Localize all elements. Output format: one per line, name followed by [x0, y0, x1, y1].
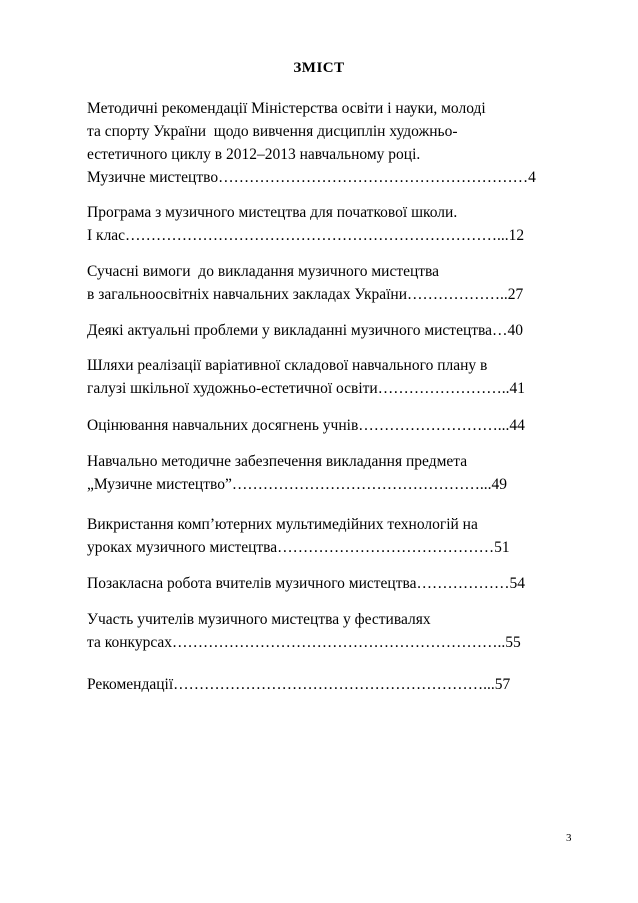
toc-entry-1-line-2: та спорту України щодо вивчення дисциплін художньо- [87, 123, 458, 140]
toc-entry-10-line-1: Участь учителів музичного мистецтва у фестивалях [87, 611, 431, 628]
toc-entry-2-line-2: І клас………………………………………………………………...12 [87, 227, 525, 244]
toc-entry-9-line-1: Позакласна робота вчителів музичного мистецтва………………54 [87, 575, 525, 592]
toc-entry-7-line-2: „Музичне мистецтво”…………………………………………...49 [87, 476, 507, 493]
toc-entry-2-line-1: Програма з музичного мистецтва для початкової школи. [87, 204, 458, 221]
toc-entry-5-line-2: галузі шкільної художньо-естетичної освіти……………………..41 [87, 380, 525, 397]
toc-entry-7-line-1: Навчально методичне забезпечення викладання предмета [87, 453, 468, 470]
toc-entry-3-line-2: в загальноосвітніх навчальних закладах України………………..27 [87, 286, 524, 303]
toc-entry-1-line-1: Методичні рекомендації Міністерства освіти і науки, молоді [87, 100, 486, 117]
toc-entry-8-line-1: Викристання комп’ютерних мультимедійних технологій на [87, 516, 478, 533]
page-title: ЗМІСТ [293, 60, 345, 76]
toc-entry-6-line-1: Оцінювання навчальних досягнень учнів………………………...44 [87, 417, 525, 434]
toc-entry-5-line-1: Шляхи реалізації варіативної складової навчального плану в [87, 357, 488, 374]
toc-entry-11-line-1: Рекомендації……………………………………………………...57 [87, 676, 511, 693]
toc-entry-3-line-1: Сучасні вимоги до викладання музичного мистецтва [87, 263, 440, 280]
toc-entry-10-line-2: та конкурсах………………………………………………………..55 [87, 634, 521, 651]
toc-entry-4-line-1: Деякі актуальні проблеми у викладанні музичного мистецтва…40 [87, 322, 524, 339]
toc-entry-1-line-4: Музичне мистецтво……………………………………………………4 [87, 169, 536, 186]
toc-entry-1-line-3: естетичного циклу в 2012–2013 навчальному році. [87, 146, 421, 163]
toc-entry-8-line-2: уроках музичного мистецтва……………………………………51 [87, 539, 510, 556]
page-number: 3 [566, 832, 572, 844]
